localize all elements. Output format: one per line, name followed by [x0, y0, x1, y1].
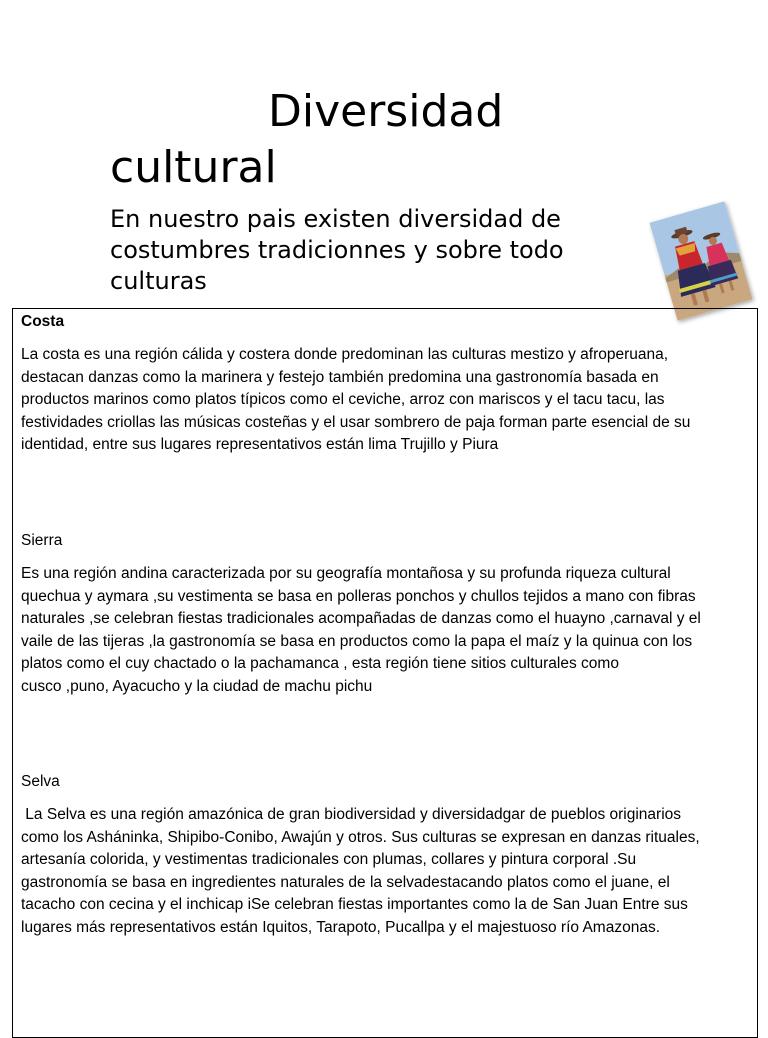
section-heading-selva: Selva — [21, 773, 60, 790]
paragraph-line: La Selva es una región amazónica de gran biodiversidad y diversidadgar de pueblos originarios — [21, 806, 682, 823]
paragraph-line: naturales ,se celebran fiestas tradicionales acompañadas de danzas como el huayno ,carnaval y el — [21, 610, 701, 627]
subtitle — [110, 204, 630, 297]
paragraph-line: artesanía colorida, y vestimentas tradicionales con plumas, collares y pintura corporal .Su — [21, 851, 637, 868]
paragraph-line: lugares más representativos están Iquitos, Tarapoto, Pucallpa y el majestuoso río Amazonas. — [21, 918, 661, 936]
section-heading-costa: Costa — [21, 313, 65, 330]
paragraph-line: cusco ,puno, Ayacucho y la ciudad de machu pichu — [21, 677, 373, 695]
content-box — [12, 308, 758, 1038]
paragraph-line: Es una región andina caracterizada por su geografía montañosa y su profunda riqueza cultural — [21, 565, 671, 582]
subtitle-line: En nuestro pais existen diversidad de — [110, 205, 561, 233]
paragraph-line: tacacho con cecina y el inchicap iSe celebran fiestas importantes como la de San Juan Entre sus — [21, 896, 688, 913]
section-body-selva — [21, 804, 751, 939]
subtitle-line: costumbres tradicionnes y sobre todo — [110, 236, 564, 264]
page-title-line-2: cultural — [110, 142, 277, 193]
paragraph-line: gastronomía se basa en ingredientes naturales de la selvadestacando platos como el juane, el — [21, 873, 670, 891]
paragraph-line: como los Asháninka, Shipibo-Conibo, Awajún y otros. Sus culturas se expresan en danzas rituales, — [21, 828, 700, 846]
page-title-line-1: Diversidad — [268, 86, 504, 137]
paragraph-line: platos como el cuy chactado o la pachamanca , esta región tiene sitios culturales como — [21, 655, 619, 672]
section-heading-sierra: Sierra — [21, 532, 63, 549]
paragraph-line: identidad, entre sus lugares representativos están lima Trujillo y Piura — [21, 436, 499, 453]
paragraph-line: quechua y aymara ,su vestimenta se basa en polleras ponchos y chullos tejidos a mano con fibras — [21, 587, 696, 605]
paragraph-line: vaile de las tijeras ,la gastronomía se basa en productos como la papa el maíz y la quinua con los — [21, 632, 693, 650]
paragraph-line: festividades criollas las músicas costeñas y el usar sombrero de paja forman parte esencial de su — [21, 413, 691, 431]
paragraph-line: productos marinos como platos típicos como el ceviche, arroz con mariscos y el tacu tacu, las — [21, 391, 665, 408]
subtitle-line: culturas — [110, 267, 207, 295]
section-body-sierra — [21, 563, 751, 698]
paragraph-line: destacan danzas como la marinera y festejo también predomina una gastronomía basada en — [21, 368, 659, 386]
paragraph-line: La costa es una región cálida y costera donde predominan las culturas mestizo y afroperuana, — [21, 346, 669, 363]
traditional-dress-photo — [649, 201, 752, 321]
section-body-costa — [21, 344, 751, 457]
